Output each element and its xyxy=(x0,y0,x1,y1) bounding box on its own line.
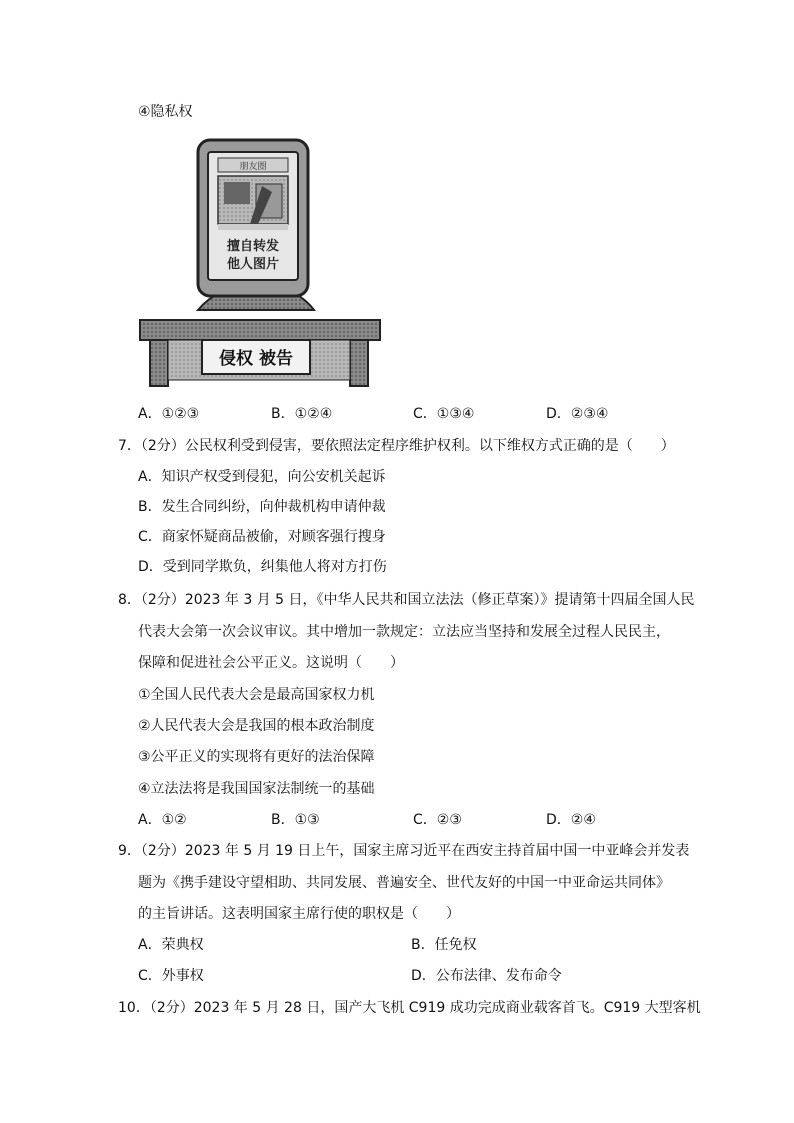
q7-option-d: D．受到同学欺负，纠集他人将对方打伤 xyxy=(138,559,387,575)
q8-option-d: D．②④ xyxy=(546,812,596,828)
q8-option-b: B．①③ xyxy=(271,812,320,828)
q10-stem: 10．（2分）2023 年 5 月 28 日，国产大飞机 C919 成功完成商业载客首飞。C919 大型客机 xyxy=(118,1000,701,1016)
podium-sign: 侵权 被告 xyxy=(219,349,293,369)
screen-caption-2: 他人图片 xyxy=(226,257,280,272)
q8-option-a: A．①② xyxy=(138,812,187,828)
q9-stem-line-2: 题为《携手建设守望相助、共同发展、普遍安全、世代友好的中国一中亚命运共同体》 xyxy=(138,875,670,891)
q7-stem: 7．（2分）公民权利受到侵害，要依照法定程序维护权利。以下维权方式正确的是（ ） xyxy=(118,438,675,454)
q9-option-d: D．公布法律、发布命令 xyxy=(411,968,562,984)
screen-header: 朋友圈 xyxy=(239,162,267,172)
q9-stem-line-3: 的主旨讲话。这表明国家主席行使的职权是（ ） xyxy=(138,906,460,922)
cartoon-figure xyxy=(138,134,382,388)
q9-option-b: B．任免权 xyxy=(411,937,477,953)
q8-item-3: ③公平正义的实现将有更好的法治保障 xyxy=(138,749,375,765)
q8-stem-line-1: 8．（2分）2023 年 3 月 5 日，《中华人民共和国立法法（修正草案）》提请第十四届全国人民 xyxy=(118,592,695,608)
q8-item-4: ④立法法将是我国国家法制统一的基础 xyxy=(138,781,375,797)
q8-stem-line-3: 保障和促进社会公平正义。这说明（ ） xyxy=(138,655,404,671)
q9-option-c: C．外事权 xyxy=(138,968,204,984)
q6-item-4: ④隐私权 xyxy=(138,104,193,120)
q7-option-b: B．发生合同纠纷，向仲裁机构申请仲裁 xyxy=(138,499,386,515)
q9-stem-line-1: 9．（2分）2023 年 5 月 19 日上午，国家主席习近平在西安主持首届中国一中亚峰会并发表 xyxy=(118,843,690,859)
q6-option-b: B．①②④ xyxy=(271,406,333,422)
q7-option-a: A．知识产权受到侵犯，向公安机关起诉 xyxy=(138,469,386,485)
q6-option-a: A．①②③ xyxy=(138,406,200,422)
q8-item-1: ①全国人民代表大会是最高国家权力机 xyxy=(138,687,375,703)
screen-caption-1: 擅自转发 xyxy=(226,239,280,254)
q7-option-c: C．商家怀疑商品被偷，对顾客强行搜身 xyxy=(138,529,386,545)
q6-option-c: C．①③④ xyxy=(413,406,475,422)
q6-option-d: D．②③④ xyxy=(546,406,609,422)
q8-option-c: C．②③ xyxy=(413,812,462,828)
q9-option-a: A．荣典权 xyxy=(138,937,204,953)
q8-stem-line-2: 代表大会第一次会议审议。其中增加一款规定：立法应当坚持和发展全过程人民民主， xyxy=(138,624,670,640)
q8-item-2: ②人民代表大会是我国的根本政治制度 xyxy=(138,718,375,734)
